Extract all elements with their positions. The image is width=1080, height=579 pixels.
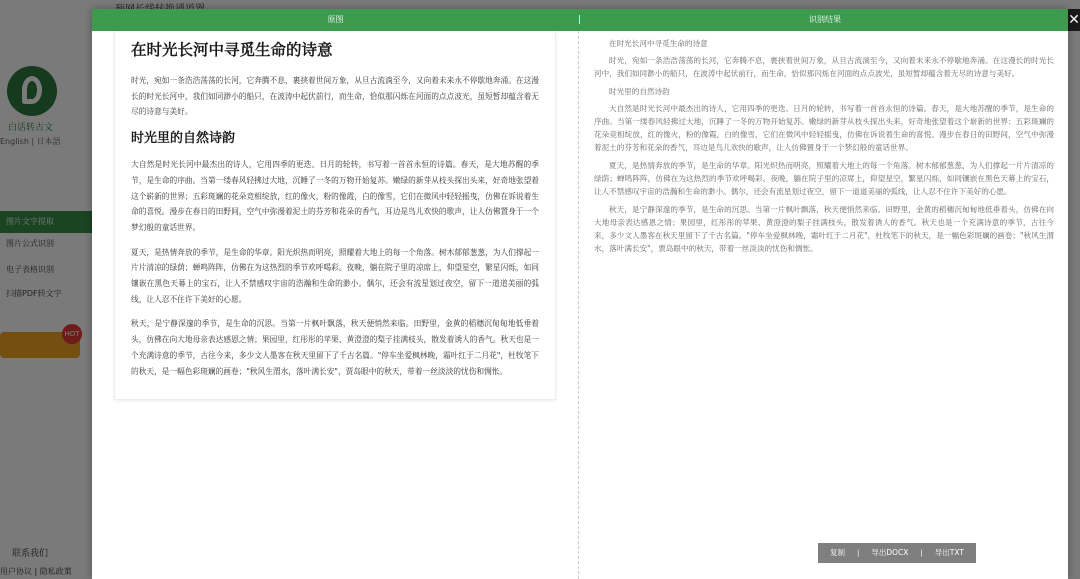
result-line: 夏天，是热情奔放的季节，是生命的华章。阳光炽热而明亮，照耀着大地上的每一个角落。树木郁郁葱葱，为人们撑起一片片清凉的绿荫；蝉鸣阵阵，仿佛在为这热烈的季节欢呼喝彩。夜晚，躺在院子里的凉席上，仰望星空，繁星闪烁，如同镶嵌在黑色天幕上的宝石，让人不禁感叹宇宙的浩瀚和生命的渺小。偶尔，还会有流星划过夜空，留下一道道美丽的弧线，让人忍不住许下美好的心愿。 — [594, 161, 1054, 196]
close-button[interactable]: ✕ — [1068, 9, 1080, 31]
modal-header — [92, 9, 1068, 31]
action-bar — [818, 543, 976, 563]
result-line: 时光，宛如一条浩浩荡荡的长河，它奔腾不息，裹挟着世间万象，从旦古流淌至今，又向着未来永不停歇地奔涌。在这漫长的时光长河中，我们如同渺小的船只，在波涛中起伏前行，而生命，恰似那闪烁在河面的点点波光，虽短暂却蕴含着无尽的诗意与美好。 — [594, 56, 1054, 78]
result-line: 秋天，是宁静深邃的季节，是生命的沉思。当第一片枫叶飘落，秋天便悄然来临。田野里，金黄的稻穗沉甸甸地低垂着头，仿佛在向大地母亲表达感恩之情；果园里，红彤彤的苹果、黄澄澄的梨子挂满枝头，散发着诱人的香气。秋天也是一个充满诗意的季节，古往今来，多少文人墨客在秋天里留下了千古名篇。"停车坐爱枫林晚，霜叶红于二月花"，杜牧笔下的秋天，是一幅色彩斑斓的画卷；"秋风生渭水，落叶满长安"，贾岛眼中的秋天，带着一丝淡淡的忧伤和惆怅。 — [594, 205, 1054, 253]
export-txt-button[interactable]: 导出TXT — [934, 548, 964, 557]
action-separator: | — [920, 549, 923, 557]
recognition-result-text[interactable] — [594, 37, 1054, 260]
original-paragraph: 大自然是时光长河中最杰出的诗人，它用四季的更迭、日月的轮转，书写着一首首永恒的诗篇。春天，是大地苏醒的季节，是生命的序曲。当第一缕春风轻拂过大地，沉睡了一冬的万物开始复苏。嫩绿的新芽从枝头探出头来，好奇地张望着这个崭新的世界；五彩斑斓的花朵竞相绽放，红的像火，粉的像霞，白的像雪，它们在微风中轻轻摇曳，仿佛在诉说着生命的喜悦。漫步在春日的田野间，空气中弥漫着泥土的芬芳和花朵的香气，耳边是鸟儿欢快的歌声，让人仿佛置身于一个梦幻般的童话世界。 — [131, 160, 539, 232]
original-section-title: 时光里的自然诗韵 — [131, 131, 236, 147]
pane-divider — [578, 31, 579, 579]
result-modal — [92, 9, 1068, 579]
result-line: 在时光长河中寻觅生命的诗意 — [609, 39, 708, 48]
original-intro: 时光，宛如一条浩浩荡荡的长河，它奔腾不息，裹挟着世间万象，从旦古流淌至今，又向着未来永不停歇地奔涌。在这漫长的时光长河中，我们如同渺小的船只，在波涛中起伏前行，而生命，恰似那闪烁在河面的点点波光，虽短暂却蕴含着无尽的诗意与美好。 — [131, 76, 539, 117]
original-image-tab: 原图 — [327, 15, 344, 24]
original-image-preview — [114, 31, 556, 400]
original-paragraph: 夏天，是热情奔放的季节，是生命的华章。阳光炽热而明亮，照耀着大地上的每一个角落。树木郁郁葱葱，为人们撑起一片片清凉的绿荫；蝉鸣阵阵，仿佛在为这热烈的季节欢呼喝彩。夜晚，躺在院子里的凉席上，仰望星空，繁星闪烁，如同镶嵌在黑色天幕上的宝石，让人不禁感叹宇宙的浩瀚和生命的渺小。偶尔，还会有流星划过夜空，留下一道道美丽的弧线，让人忍不住许下美好的心愿。 — [131, 247, 539, 304]
export-docx-button[interactable]: 导出DOCX — [871, 548, 909, 557]
action-separator: | — [857, 549, 860, 557]
copy-button[interactable]: 复制 — [830, 548, 845, 557]
original-paragraph: 秋天，是宁静深邃的季节，是生命的沉思。当第一片枫叶飘落，秋天便悄然来临。田野里，金黄的稻穗沉甸甸地低垂着头，仿佛在向大地母亲表达感恩之情；果园里，红彤彤的苹果、黄澄澄的梨子挂满枝头，散发着诱人的香气。秋天也是一个充满诗意的季节，古往今来，多少文人墨客在秋天里留下了千古名篇。"停车坐爱枫林晚，霜叶红于二月花"，杜牧笔下的秋天，是一幅色彩斑斓的画卷；"秋风生渭水，落叶满长安"，贾岛眼中的秋天，带着一丝淡淡的忧伤和惆怅。 — [131, 319, 539, 376]
recognition-result-tab: 识别结果 — [809, 15, 841, 24]
result-line: 时光里的自然诗韵 — [609, 87, 670, 96]
original-title: 在时光长河中寻觅生命的诗意 — [131, 41, 333, 59]
header-separator: | — [578, 15, 582, 25]
result-line: 大自然是时光长河中最杰出的诗人，它用四季的更迭、日月的轮转，书写着一首首永恒的诗篇。春天，是大地苏醒的季节，是生命的序曲。当第一缕春风轻拂过大地，沉睡了一冬的万物开始复苏。嫩绿的新芽从枝头探出头来，好奇地张望着这个崭新的世界；五彩斑斓的花朵竞相绽放，红的像火，粉的像霞，白的像雪，它们在微风中轻轻摇曳，仿佛在诉说着生命的喜悦。漫步在春日的田野间，空气中弥漫着泥土的芬芳和花朵的香气，耳边是鸟儿欢快的歌声，让人仿佛置身于一个梦幻般的童话世界。 — [594, 104, 1054, 152]
